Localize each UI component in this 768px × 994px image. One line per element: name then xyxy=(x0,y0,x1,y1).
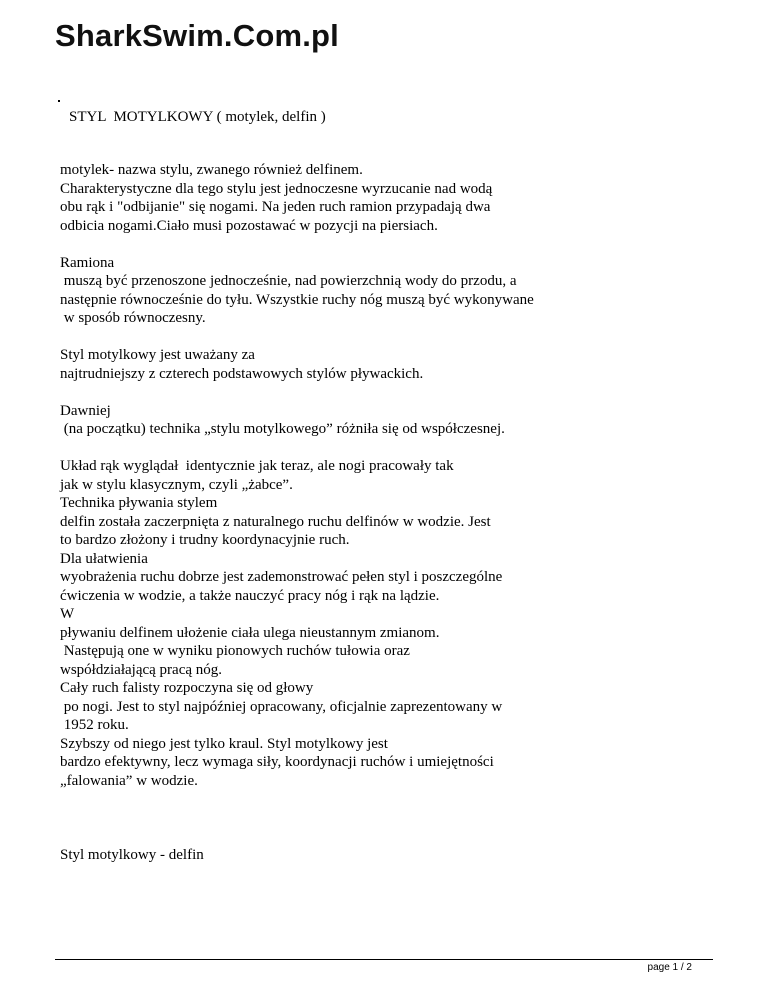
paragraph xyxy=(60,346,720,383)
paragraph xyxy=(60,402,720,439)
text-line: najtrudniejszy z czterech podstawowych stylów pływackich. xyxy=(60,365,424,382)
document-heading: STYL MOTYLKOWY ( motylek, delfin ) xyxy=(69,109,326,125)
text-line: to bardzo złożony i trudny koordynacyjnie ruch. xyxy=(60,532,350,548)
text-line: „falowania” w wodzie. xyxy=(60,772,198,789)
text-line: po nogi. Jest to styl najpóźniej opracowany, oficjalnie zaprezentowany w xyxy=(60,698,503,715)
paragraph xyxy=(60,161,720,235)
text-line: Ramiona xyxy=(60,254,115,271)
text-line: wyobrażenia ruchu dobrze jest zademonstrować pełen styl i poszczególne xyxy=(60,569,503,585)
footer-divider xyxy=(55,959,713,960)
text-line: delfin została zaczerpnięta z naturalnego ruchu delfinów w wodzie. Jest xyxy=(60,513,491,530)
paragraph xyxy=(60,846,720,865)
text-line: w sposób równoczesny. xyxy=(60,310,206,326)
text-line: muszą być przenoszone jednocześnie, nad powierzchnią wody do przodu, a xyxy=(60,273,517,289)
text-line: Układ rąk wyglądał identycznie jak teraz, ale nogi pracowały tak xyxy=(60,458,454,474)
dot-mark xyxy=(58,100,60,102)
text-line: motylek- nazwa stylu, zwanego również delfinem. xyxy=(60,162,363,178)
document-body xyxy=(60,161,720,883)
text-line: pływaniu delfinem ułożenie ciała ulega nieustannym zmianom. xyxy=(60,624,440,641)
text-line: Następują one w wyniku pionowych ruchów tułowia oraz xyxy=(60,643,410,659)
text-line: obu rąk i "odbijanie" się nogami. Na jeden ruch ramion przypadają dwa xyxy=(60,199,491,215)
text-line: Szybszy od niego jest tylko kraul. Styl motylkowy jest xyxy=(60,735,388,752)
paragraph xyxy=(60,457,720,790)
text-line: Cały ruch falisty rozpoczyna się od głowy xyxy=(60,680,314,696)
text-line xyxy=(60,809,720,828)
paragraph xyxy=(60,809,720,828)
text-line: Dawniej xyxy=(60,402,111,419)
paragraph xyxy=(60,254,720,328)
text-line: Technika pływania stylem xyxy=(60,495,218,511)
text-line: jak w stylu klasycznym, czyli „żabce”. xyxy=(60,476,293,493)
text-line: Charakterystyczne dla tego stylu jest jednoczesne wyrzucanie nad wodą xyxy=(60,180,493,197)
site-title: SharkSwim.Com.pl xyxy=(55,18,339,53)
text-line: (na początku) technika „stylu motylkowego” różniła się od współczesnej. xyxy=(60,421,505,437)
text-line: następnie równocześnie do tyłu. Wszystkie ruchy nóg muszą być wykonywane xyxy=(60,291,534,308)
text-line: W xyxy=(60,606,75,622)
text-line: współdziałającą pracą nóg. xyxy=(60,661,223,678)
text-line: 1952 roku. xyxy=(60,717,129,733)
text-line: ćwiczenia w wodzie, a także nauczyć pracy nóg i rąk na lądzie. xyxy=(60,587,440,604)
text-line: odbicia nogami.Ciało musi pozostawać w pozycji na piersiach. xyxy=(60,217,438,234)
page-number: page 1 / 2 xyxy=(647,962,692,973)
text-line: Dla ułatwienia xyxy=(60,550,148,567)
text-line: bardzo efektywny, lecz wymaga siły, koordynacji ruchów i umiejętności xyxy=(60,754,494,770)
text-line: Styl motylkowy jest uważany za xyxy=(60,347,255,363)
text-line: Styl motylkowy - delfin xyxy=(60,846,204,863)
